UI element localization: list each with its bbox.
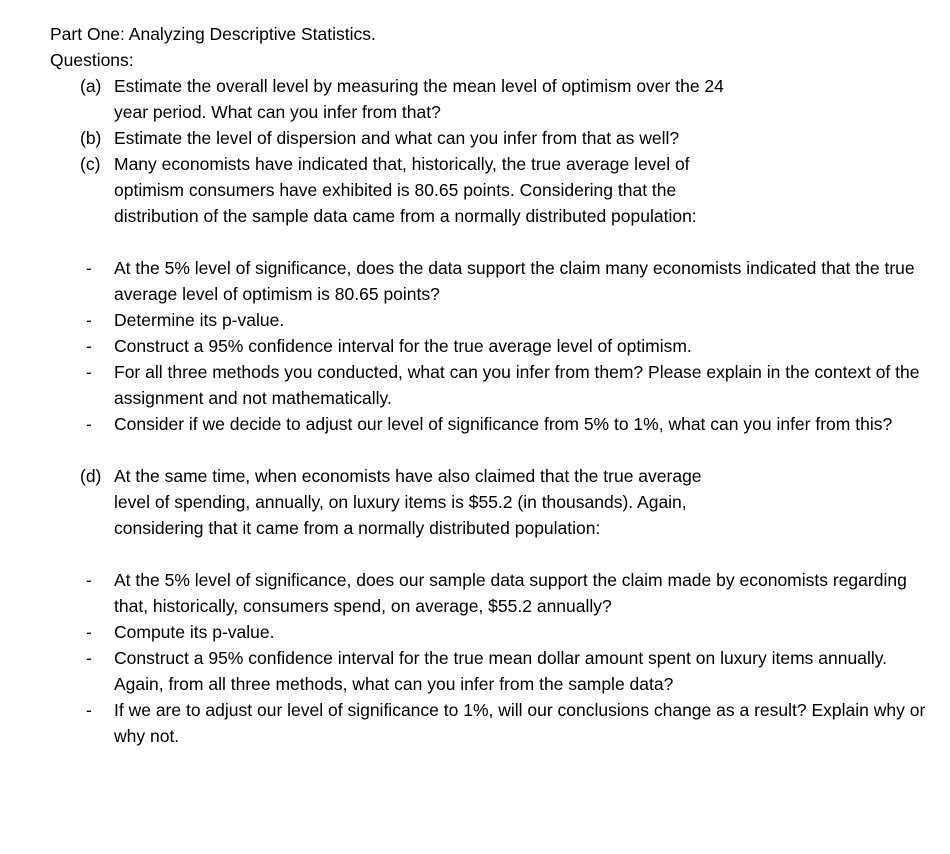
list-item	[50, 333, 930, 359]
question-label: (b)	[80, 128, 102, 148]
dash-bullet: -	[86, 414, 92, 434]
text-line: At the 5% level of significance, does the data support the claim many economists	[114, 258, 742, 278]
spacer	[50, 229, 930, 255]
questions-heading: Questions:	[50, 50, 134, 70]
text-line: luxury items annually. Again, from all three methods, what can you infer from	[114, 648, 888, 694]
text-line: you infer from this?	[743, 414, 893, 434]
list-item	[50, 255, 930, 307]
text-line: considering that it came from a normally distributed population:	[114, 518, 601, 538]
dash-bullet: -	[86, 648, 92, 668]
dash-bullet: -	[86, 336, 92, 356]
dash-bullet: -	[86, 362, 92, 382]
part-title: Part One: Analyzing Descriptive Statistics.	[50, 24, 376, 44]
text-line: At the 5% level of significance, does our sample data support the claim made by	[114, 570, 735, 590]
spacer	[50, 437, 930, 463]
list-item	[50, 411, 930, 437]
text-line: the sample data?	[539, 674, 674, 694]
dash-bullet: -	[86, 622, 92, 642]
list-item	[50, 359, 930, 411]
question-b	[50, 125, 930, 151]
list-item	[50, 307, 930, 333]
question-label: (c)	[80, 154, 101, 174]
text-line: Construct a 95% confidence interval for the true average level of optimism.	[114, 336, 692, 356]
text-line: indicated that the true average level of optimism is 80.65 points?	[114, 258, 915, 304]
list-item	[50, 697, 930, 749]
question-text	[114, 125, 930, 151]
list-item	[50, 645, 930, 697]
text-line: For all three methods you conducted, what can you infer from them? Please	[114, 362, 702, 382]
question-text	[114, 463, 930, 541]
text-line: level of spending, annually, on luxury items is $55.2 (in thousands). Again,	[114, 492, 687, 512]
text-line: a result? Explain why or why not.	[114, 700, 926, 746]
dash-bullet: -	[86, 310, 92, 330]
list-item	[50, 567, 930, 619]
text-line: distribution of the sample data came from a normally distributed population:	[114, 206, 697, 226]
text-line: annually?	[536, 596, 612, 616]
text-line: Estimate the overall level by measuring the mean level of optimism over the 24	[114, 76, 724, 96]
text-line: At the same time, when economists have also claimed that the true average	[114, 466, 702, 486]
text-line: economists regarding that, historically, consumers spend, on average, $55.2	[114, 570, 907, 616]
spacer	[50, 541, 930, 567]
question-label: (a)	[80, 76, 102, 96]
question-c	[50, 151, 930, 229]
text-line: Compute its p-value.	[114, 622, 275, 642]
text-line: Construct a 95% confidence interval for the true mean dollar amount spent on	[114, 648, 716, 668]
dash-bullet: -	[86, 258, 92, 278]
text-line: optimism consumers have exhibited is 80.65 points. Considering that the	[114, 180, 677, 200]
text-line: Estimate the level of dispersion and what can you infer from that as well?	[114, 128, 680, 148]
list-item	[50, 619, 930, 645]
text-line: Many economists have indicated that, historically, the true average level of	[114, 154, 690, 174]
question-label: (d)	[80, 466, 102, 486]
text-line: If we are to adjust our level of significance to 1%, will our conclusions change as	[114, 700, 735, 720]
dash-bullet: -	[86, 700, 92, 720]
question-a	[50, 73, 930, 125]
document-body	[50, 21, 930, 749]
question-text	[114, 151, 930, 229]
text-line: Determine its p-value.	[114, 310, 285, 330]
text-line: explain in the context of the assignment and not mathematically.	[114, 362, 920, 408]
question-d	[50, 463, 930, 541]
question-text	[114, 73, 930, 125]
text-line: Consider if we decide to adjust our level of significance from 5% to 1%, what can	[114, 414, 739, 434]
text-line: year period. What can you infer from that?	[114, 102, 441, 122]
dash-bullet: -	[86, 570, 92, 590]
